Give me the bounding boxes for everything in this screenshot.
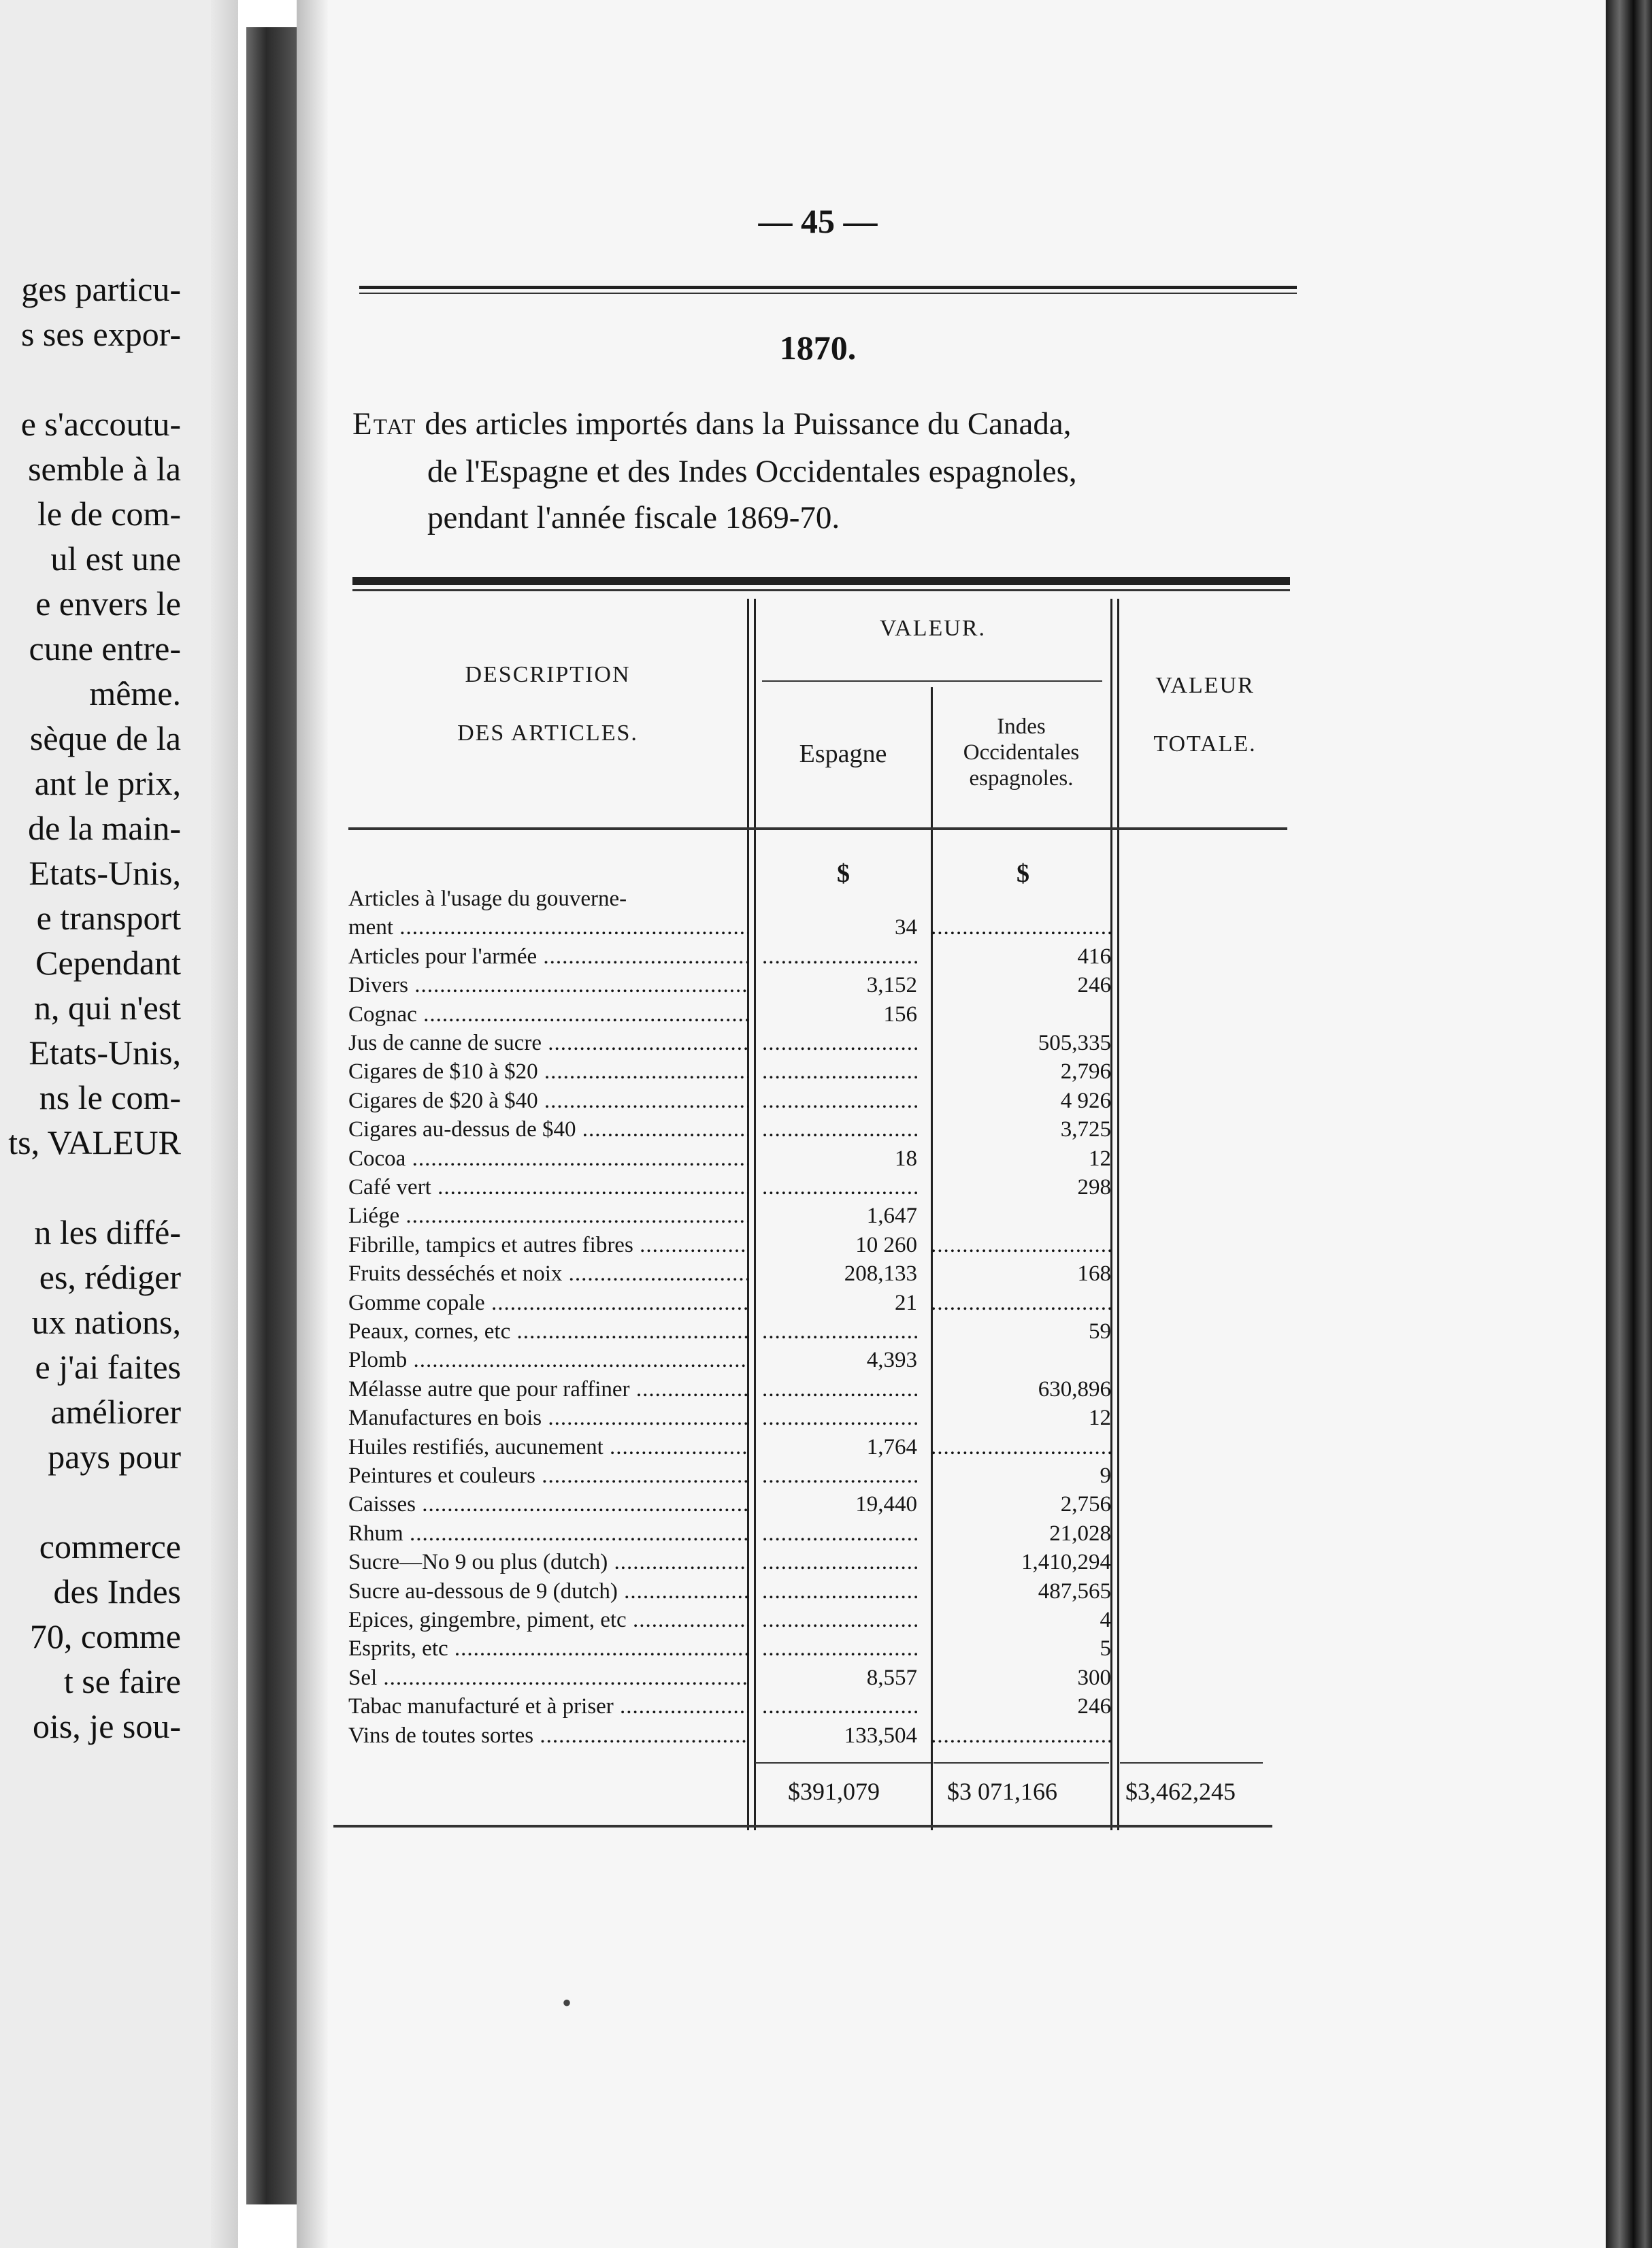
table-row bbox=[346, 1664, 1114, 1692]
row-label: Cigares au-dessus de $40 ..... bbox=[348, 1115, 748, 1144]
title-line-1-text: des articles importés dans la Puissance du Canada, bbox=[425, 406, 1072, 442]
page-number: — 45 — bbox=[758, 202, 878, 240]
row-label: Huiles restifiés, aucunement ..... bbox=[348, 1433, 748, 1461]
cell-indes: 298 bbox=[1077, 1175, 1111, 1200]
cell-espagne bbox=[762, 1173, 917, 1202]
left-page-line: ul est une bbox=[50, 540, 181, 578]
table-row bbox=[346, 1519, 1114, 1548]
table-row bbox=[346, 885, 1114, 913]
cell-espagne: 4,393 bbox=[866, 1348, 917, 1372]
top-rule-thin bbox=[359, 293, 1297, 294]
table-row bbox=[346, 1029, 1114, 1057]
cell-indes: 5 bbox=[1100, 1636, 1111, 1661]
cell-indes: 246 bbox=[1077, 1694, 1111, 1719]
book-gutter bbox=[246, 27, 297, 2204]
cell-indes: 246 bbox=[1077, 973, 1111, 997]
row-label: Plomb ..... bbox=[348, 1346, 748, 1374]
title-line-1 bbox=[352, 408, 1072, 440]
left-page-line: e envers le bbox=[35, 584, 181, 623]
table-row bbox=[346, 1317, 1114, 1346]
left-page-line: semble à la bbox=[28, 450, 181, 488]
left-page-line: pays pour bbox=[48, 1438, 181, 1476]
cell-espagne bbox=[762, 1404, 917, 1432]
total-rule-espagne bbox=[755, 1762, 931, 1764]
currency-espagne: $ bbox=[837, 859, 850, 888]
table-bottom-rule bbox=[333, 1825, 1272, 1828]
left-page-line: améliorer bbox=[50, 1393, 181, 1431]
cell-espagne: 19,440 bbox=[855, 1492, 917, 1517]
header-valeur: VALEUR. bbox=[880, 616, 986, 641]
table-row bbox=[346, 1606, 1114, 1634]
table-row bbox=[346, 1057, 1114, 1086]
cell-indes: 12 bbox=[1089, 1406, 1111, 1430]
table-row bbox=[346, 1144, 1114, 1173]
left-page-line: 70, comme bbox=[29, 1617, 181, 1655]
left-page-line: n les diffé- bbox=[34, 1213, 181, 1251]
table-row bbox=[346, 913, 1114, 942]
cell-espagne bbox=[762, 942, 917, 971]
year-heading: 1870. bbox=[779, 329, 857, 367]
table-row bbox=[346, 1692, 1114, 1721]
cell-espagne bbox=[762, 1519, 917, 1548]
cell-espagne: 18 bbox=[895, 1146, 917, 1171]
table-row bbox=[346, 1404, 1114, 1432]
cell-indes: 3,725 bbox=[1060, 1117, 1111, 1142]
cell-indes: 168 bbox=[1077, 1261, 1111, 1286]
left-page-line: es, rédiger bbox=[39, 1258, 181, 1296]
left-facing-page bbox=[0, 0, 238, 2248]
table-row bbox=[346, 1634, 1114, 1663]
cell-indes: 416 bbox=[1077, 944, 1111, 969]
table-top-rule bbox=[352, 577, 1290, 585]
total-espagne: $391,079 bbox=[788, 1778, 880, 1805]
title-line-2: de l'Espagne et des Indes Occidentales espagnoles, bbox=[427, 454, 1077, 489]
cell-indes: 300 bbox=[1077, 1666, 1111, 1690]
row-label: Epices, gingembre, piment, etc ..... bbox=[348, 1606, 748, 1634]
table-row bbox=[346, 1433, 1114, 1461]
cell-espagne bbox=[762, 1461, 917, 1490]
cell-espagne bbox=[762, 1548, 917, 1576]
row-label: Jus de canne de sucre ..... bbox=[348, 1029, 748, 1057]
table-row bbox=[346, 1259, 1114, 1288]
left-page-line: Etats-Unis, bbox=[29, 854, 181, 892]
title-etat: Etat bbox=[352, 406, 417, 442]
left-page-line: Cependant bbox=[35, 944, 181, 982]
cell-indes: 487,565 bbox=[1038, 1579, 1111, 1604]
row-label: Sel ..... bbox=[348, 1664, 748, 1692]
cell-espagne bbox=[762, 1115, 917, 1144]
header-description-1: DESCRIPTION bbox=[465, 662, 631, 687]
table-row bbox=[346, 1087, 1114, 1115]
row-label: Café vert ..... bbox=[348, 1173, 748, 1202]
header-valeur-totale-1: VALEUR bbox=[1155, 673, 1255, 698]
cell-indes bbox=[931, 913, 1111, 942]
row-label: Cocoa ..... bbox=[348, 1144, 748, 1173]
row-label: Peaux, cornes, etc ..... bbox=[348, 1317, 748, 1346]
row-label: Divers ..... bbox=[348, 971, 748, 999]
cell-indes: 630,896 bbox=[1038, 1377, 1111, 1402]
cell-espagne: 3,152 bbox=[866, 973, 917, 997]
header-indes-2: Occidentales bbox=[963, 740, 1080, 765]
col-divider-3b bbox=[1117, 599, 1119, 1830]
left-page-line: ts, VALEUR bbox=[8, 1123, 181, 1161]
page-speck: • bbox=[562, 1987, 572, 2018]
table-row bbox=[346, 1490, 1114, 1519]
row-label: Articles à l'usage du gouverne- bbox=[348, 887, 627, 911]
cell-indes: 9 bbox=[1100, 1464, 1111, 1488]
row-label: Manufactures en bois ..... bbox=[348, 1404, 748, 1432]
title-line-3: pendant l'année fiscale 1869-70. bbox=[427, 500, 840, 535]
left-page-line: ges particu- bbox=[21, 270, 181, 308]
cell-espagne bbox=[762, 1317, 917, 1346]
cell-indes: 505,335 bbox=[1038, 1031, 1111, 1055]
left-page-line: ois, je sou- bbox=[32, 1707, 181, 1745]
table-row bbox=[346, 1202, 1114, 1230]
top-rule bbox=[359, 286, 1297, 289]
header-valeur-rule bbox=[762, 680, 1102, 682]
table-row bbox=[346, 1115, 1114, 1144]
row-label: Sucre—No 9 ou plus (dutch) ..... bbox=[348, 1548, 748, 1576]
table-row bbox=[346, 1231, 1114, 1259]
left-page-line: e j'ai faites bbox=[35, 1348, 181, 1386]
row-label: Gomme copale ..... bbox=[348, 1289, 748, 1317]
cell-espagne bbox=[762, 1029, 917, 1057]
cell-espagne bbox=[762, 1057, 917, 1086]
cell-espagne bbox=[762, 1577, 917, 1606]
cell-indes: 21,028 bbox=[1049, 1521, 1111, 1546]
total-rule-total bbox=[1120, 1762, 1263, 1764]
left-page-line: le de com- bbox=[37, 495, 181, 533]
left-page-line: n, qui n'est bbox=[34, 989, 181, 1027]
currency-indes: $ bbox=[1017, 859, 1029, 888]
total-overall: $3,462,245 bbox=[1125, 1778, 1236, 1805]
cell-indes bbox=[931, 1433, 1111, 1461]
cell-indes: 2,796 bbox=[1060, 1059, 1111, 1084]
left-page-line: des Indes bbox=[53, 1572, 181, 1610]
left-page-line: e s'accoutu- bbox=[20, 405, 181, 443]
left-page-line: ns le com- bbox=[39, 1078, 181, 1117]
header-valeur-totale-2: TOTALE. bbox=[1153, 731, 1257, 757]
left-page-line: Etats-Unis, bbox=[29, 1034, 181, 1072]
cell-espagne bbox=[762, 1634, 917, 1663]
cell-espagne bbox=[762, 1606, 917, 1634]
table-row bbox=[346, 1173, 1114, 1202]
left-page-line: sèque de la bbox=[29, 719, 181, 757]
row-label: Sucre au-dessous de 9 (dutch) ..... bbox=[348, 1577, 748, 1606]
cell-espagne: 10 260 bbox=[855, 1233, 917, 1257]
row-label: Caisses ..... bbox=[348, 1490, 748, 1519]
header-espagne: Espagne bbox=[799, 740, 887, 768]
row-label: Rhum ..... bbox=[348, 1519, 748, 1548]
row-label: Articles pour l'armée ..... bbox=[348, 942, 748, 971]
row-label: Fruits desséchés et noix ..... bbox=[348, 1259, 748, 1288]
left-page-line: commerce bbox=[39, 1527, 181, 1566]
table-row bbox=[346, 1346, 1114, 1374]
left-page-line: ux nations, bbox=[31, 1303, 181, 1341]
cell-espagne: 34 bbox=[895, 915, 917, 940]
row-label: Mélasse autre que pour raffiner ..... bbox=[348, 1375, 748, 1404]
cell-indes: 4 926 bbox=[1060, 1089, 1111, 1113]
cell-espagne: 21 bbox=[895, 1291, 917, 1315]
header-description-2: DES ARTICLES. bbox=[457, 721, 638, 746]
row-label: Cigares de $20 à $40 ..... bbox=[348, 1087, 748, 1115]
row-label: Peintures et couleurs ..... bbox=[348, 1461, 748, 1490]
row-label: Cigares de $10 à $20 ..... bbox=[348, 1057, 748, 1086]
left-page-line: t se faire bbox=[63, 1662, 181, 1700]
cell-espagne bbox=[762, 1375, 917, 1404]
table-top-rule-thin bbox=[352, 589, 1290, 591]
cell-indes bbox=[931, 1289, 1111, 1317]
cell-espagne: 8,557 bbox=[866, 1666, 917, 1690]
cell-indes: 4 bbox=[1100, 1608, 1111, 1632]
left-page-line: ant le prix, bbox=[34, 764, 181, 802]
cell-indes: 59 bbox=[1089, 1319, 1111, 1344]
total-rule-indes bbox=[934, 1762, 1109, 1764]
row-label: ment ..... bbox=[348, 913, 748, 942]
total-indes: $3 071,166 bbox=[947, 1778, 1057, 1805]
cell-indes: 12 bbox=[1089, 1146, 1111, 1171]
table-row bbox=[346, 971, 1114, 999]
cell-espagne: 156 bbox=[883, 1002, 917, 1027]
cell-espagne: 208,133 bbox=[844, 1261, 917, 1286]
table-row bbox=[346, 942, 1114, 971]
cell-indes: 2,756 bbox=[1060, 1492, 1111, 1517]
row-label: Liége ..... bbox=[348, 1202, 748, 1230]
table-row bbox=[346, 1461, 1114, 1490]
gutter-shadow bbox=[297, 0, 328, 2248]
cell-espagne bbox=[762, 1692, 917, 1721]
left-page-line: même. bbox=[89, 674, 181, 712]
row-label: Esprits, etc ..... bbox=[348, 1634, 748, 1663]
table-row bbox=[346, 1000, 1114, 1029]
page-edge bbox=[1606, 0, 1652, 2248]
left-page-line: s ses expor- bbox=[20, 315, 181, 353]
table-row bbox=[346, 1548, 1114, 1576]
left-page-line: cune entre- bbox=[29, 629, 181, 667]
cell-indes: 1,410,294 bbox=[1021, 1550, 1111, 1574]
row-label: Vins de toutes sortes ..... bbox=[348, 1721, 748, 1750]
cell-espagne: 1,764 bbox=[866, 1435, 917, 1459]
header-indes-3: espagnoles. bbox=[969, 766, 1074, 791]
cell-espagne: 1,647 bbox=[866, 1204, 917, 1228]
table-row bbox=[346, 1375, 1114, 1404]
cell-indes bbox=[931, 1721, 1111, 1750]
row-label: Cognac ..... bbox=[348, 1000, 748, 1029]
row-label: Tabac manufacturé et à priser ..... bbox=[348, 1692, 748, 1721]
row-label: Fibrille, tampics et autres fibres ..... bbox=[348, 1231, 748, 1259]
left-page-line: e transport bbox=[36, 899, 181, 937]
table-row bbox=[346, 1577, 1114, 1606]
header-bottom-rule bbox=[348, 827, 1287, 830]
table-row bbox=[346, 1289, 1114, 1317]
table-row bbox=[346, 1721, 1114, 1750]
cell-espagne bbox=[762, 1087, 917, 1115]
header-indes-1: Indes bbox=[997, 714, 1046, 739]
cell-indes bbox=[931, 1231, 1111, 1259]
left-page-line: de la main- bbox=[28, 809, 181, 847]
cell-espagne: 133,504 bbox=[844, 1723, 917, 1748]
